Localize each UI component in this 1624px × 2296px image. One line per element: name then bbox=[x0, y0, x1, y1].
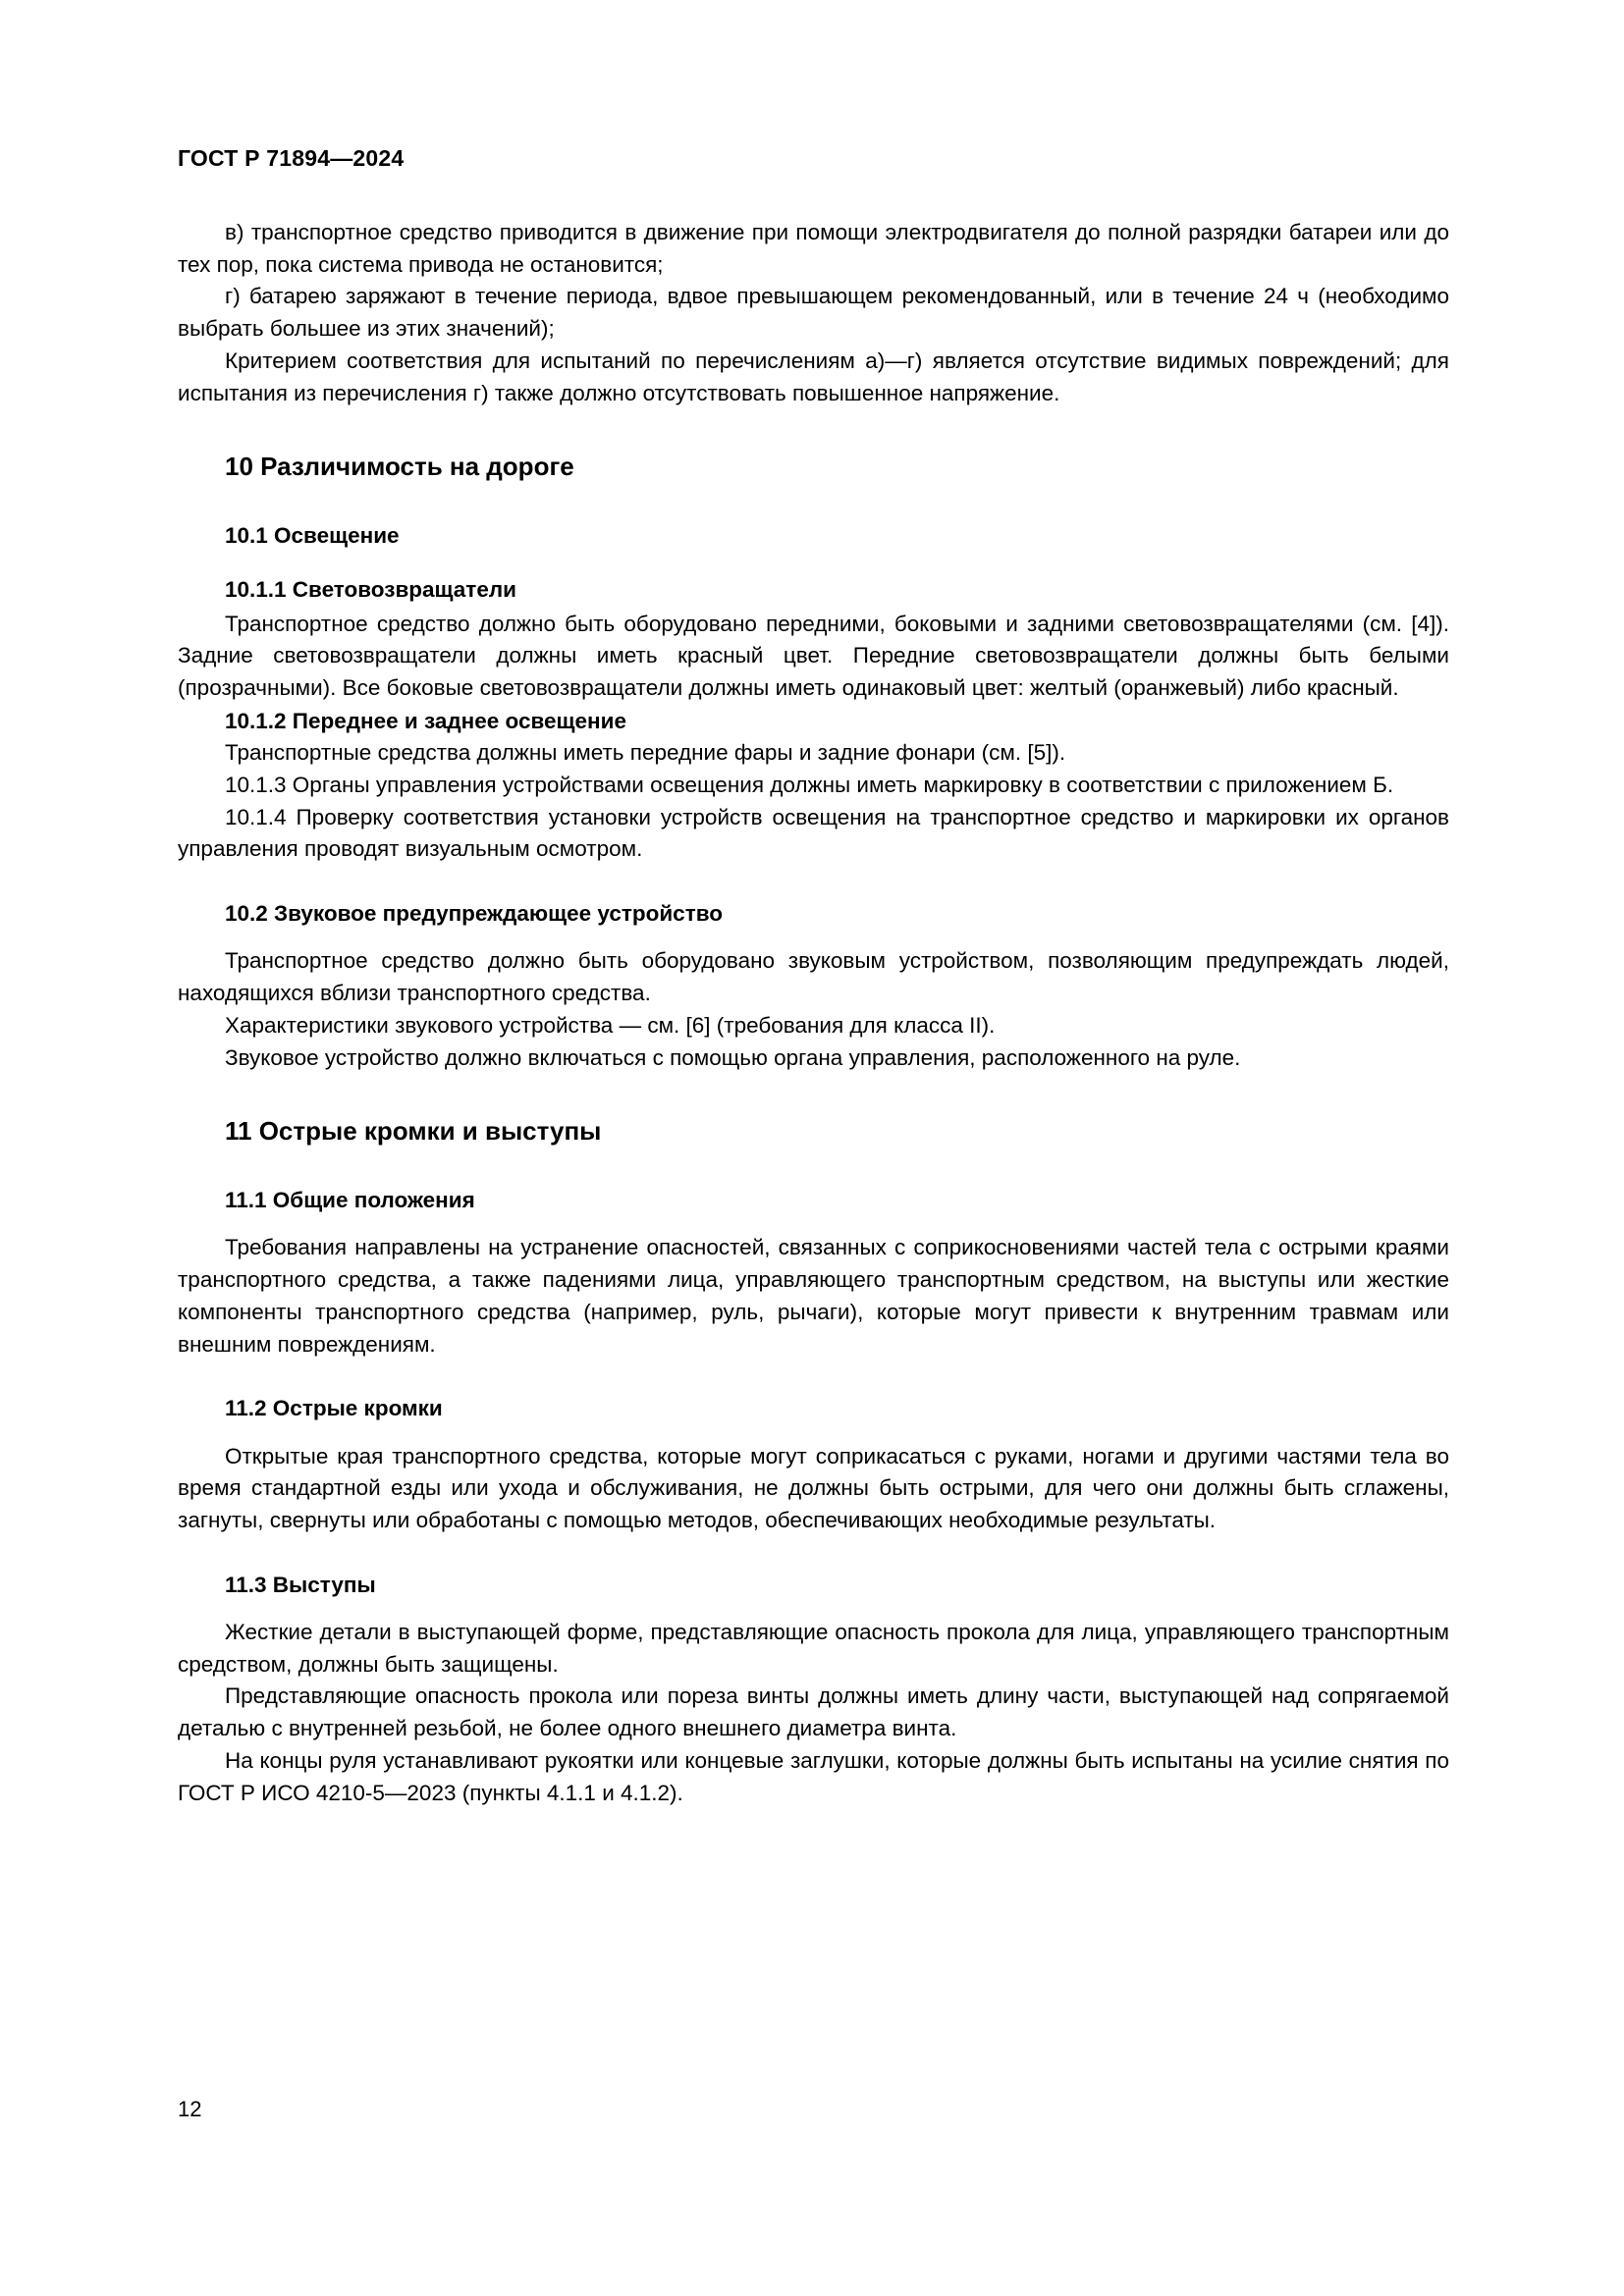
paragraph-10-2-a: Транспортное средство должно быть оборудовано звуковым устройством, позволяющим предупреждать людей, находящихся вблизи транспортного средства. bbox=[178, 948, 1449, 1006]
paragraph-10-2-b: Характеристики звукового устройства — см. [6] (требования для класса II). bbox=[225, 1012, 996, 1038]
heading-11-3-protrusions: 11.3 Выступы bbox=[225, 1572, 376, 1597]
paragraph-11-2: Открытые края транспортного средства, которые могут соприкасаться с руками, ногами и другими частями тела во время стандартной езды или ухода и обслуживания, не должны быть острыми, для чего они должны быть сглажены, загнуты, свернуты или обработаны с помощью методов, обеспечивающих необходимые результаты. bbox=[178, 1443, 1449, 1532]
paragraph-10-1-2: Транспортные средства должны иметь передние фары и задние фонари (см. [5]). bbox=[225, 740, 1066, 766]
page-content bbox=[178, 145, 1449, 1809]
paragraph-10-1-3: 10.1.3 Органы управления устройствами освещения должны иметь маркировку в соответствии с приложением Б. bbox=[225, 772, 1394, 797]
paragraph-11-3-c: На концы руля устанавливают рукоятки или концевые заглушки, которые должны быть испытаны на усилие снятия по ГОСТ Р ИСО 4210-5—2023 (пункты 4.1.1 и 4.1.2). bbox=[178, 1747, 1449, 1805]
heading-11-sharp-edges-protrusions: 11 Острые кромки и выступы bbox=[225, 1116, 602, 1147]
paragraph-item-v: в) транспортное средство приводится в движение при помощи электродвигателя до полной разрядки батареи или до тех пор, пока система привода не остановится; bbox=[178, 220, 1449, 277]
heading-10-road-visibility: 10 Различимость на дороге bbox=[225, 452, 574, 482]
document-standard-header: ГОСТ Р 71894—2024 bbox=[178, 145, 405, 171]
paragraph-11-3-a: Жесткие детали в выступающей форме, представляющие опасность прокола для лица, управляющего транспортным средством, должны быть защищены. bbox=[178, 1619, 1449, 1677]
paragraph-11-3-b: Представляющие опасность прокола или пореза винты должны иметь длину части, выступающей над сопрягаемой деталью с внутренней резьбой, не более одного внешнего диаметра винта. bbox=[178, 1683, 1449, 1741]
paragraph-item-g: г) батарею заряжают в течение периода, вдвое превышающем рекомендованный, или в течение 24 ч (необходимо выбрать большее из этих значений); bbox=[178, 284, 1449, 342]
heading-10-2-audible-warning-device: 10.2 Звуковое предупреждающее устройство bbox=[225, 901, 723, 927]
heading-10-1-1-retroreflectors: 10.1.1 Световозвращатели bbox=[225, 577, 516, 603]
paragraph-10-1-4: 10.1.4 Проверку соответствия установки устройств освещения на транспортное средство и маркировки их органов управления проводят визуальным осмотром. bbox=[178, 804, 1449, 862]
paragraph-11-1: Требования направлены на устранение опасностей, связанных с соприкосновениями частей тела с острыми краями транспортного средства, а также падениями лица, управляющего транспортным средством, на выступы или жесткие компоненты транспортного средства (например, руль, рычаги), которые могут привести к внутренним травмам или внешним повреждениям. bbox=[178, 1235, 1449, 1357]
page-number: 12 bbox=[178, 2097, 202, 2121]
heading-11-1-general: 11.1 Общие положения bbox=[225, 1188, 475, 1213]
heading-10-1-2-front-rear-lighting: 10.1.2 Переднее и заднее освещение bbox=[225, 708, 626, 733]
paragraph-10-2-c: Звуковое устройство должно включаться с помощью органа управления, расположенного на руле. bbox=[225, 1044, 1241, 1070]
heading-10-1-lighting: 10.1 Освещение bbox=[225, 523, 400, 549]
paragraph-10-1-1: Транспортное средство должно быть оборудовано передними, боковыми и задними световозвращателями (см. [4]). Задние световозвращатели должны иметь красный цвет. Передние световозвращатели должны быть белыми (прозрачными). Все боковые световозвращатели должны иметь одинаковый цвет: желтый (оранжевый) либо красный. bbox=[178, 611, 1449, 701]
paragraph-compliance-criteria: Критерием соответствия для испытаний по перечислениям а)—г) является отсутствие видимых повреждений; для испытания из перечисления г) также должно отсутствовать повышенное напряжение. bbox=[178, 347, 1449, 405]
heading-11-2-sharp-edges: 11.2 Острые кромки bbox=[225, 1396, 443, 1421]
